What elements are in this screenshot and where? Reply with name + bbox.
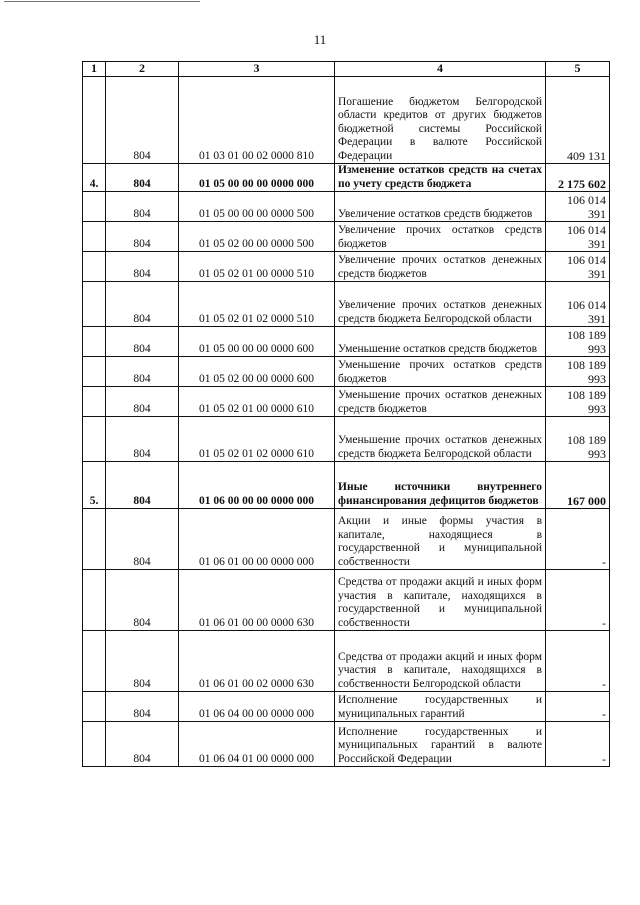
amount: 106 014 391: [546, 222, 610, 252]
admin-code: 804: [106, 222, 179, 252]
source-name: Погашение бюджетом Белгородской области кредитов от других бюджетов бюджетной системы Российской Федерации в валюте Российской Федерации: [335, 77, 546, 164]
amount: 108 189 993: [546, 387, 610, 417]
table-row: [83, 252, 610, 282]
table-row: [83, 282, 610, 327]
row-number: [83, 387, 106, 417]
row-number: [83, 222, 106, 252]
budget-code: 01 06 01 00 00 0000 000: [179, 509, 335, 570]
row-number: [83, 252, 106, 282]
amount: 409 131: [546, 77, 610, 164]
row-number: [83, 282, 106, 327]
amount: -: [546, 722, 610, 767]
budget-code: 01 05 00 00 00 0000 600: [179, 327, 335, 357]
table-row: [83, 77, 610, 164]
source-name: Уменьшение остатков средств бюджетов: [335, 327, 546, 357]
admin-code: 804: [106, 252, 179, 282]
header-col-3: 3: [179, 62, 335, 77]
table-row: [83, 192, 610, 222]
table-row: [83, 509, 610, 570]
budget-code: 01 06 01 00 02 0000 630: [179, 631, 335, 692]
sources-table: [82, 61, 610, 767]
amount: -: [546, 570, 610, 631]
source-name: Исполнение государственных и муниципальных гарантий в валюте Российской Федерации: [335, 722, 546, 767]
budget-code: 01 05 02 01 02 0000 610: [179, 417, 335, 462]
source-name: Изменение остатков средств на счетах по учету средств бюджета: [335, 164, 546, 192]
row-number: [83, 722, 106, 767]
table-row: [83, 417, 610, 462]
table-row: [83, 357, 610, 387]
admin-code: 804: [106, 357, 179, 387]
admin-code: 804: [106, 509, 179, 570]
table-row: [83, 387, 610, 417]
source-name: Средства от продажи акций и иных форм участия в капитале, находящихся в государственной и муниципальной собственности: [335, 570, 546, 631]
admin-code: 804: [106, 631, 179, 692]
admin-code: 804: [106, 387, 179, 417]
page-number: 11: [313, 32, 327, 47]
row-number: [83, 570, 106, 631]
admin-code: 804: [106, 77, 179, 164]
admin-code: 804: [106, 570, 179, 631]
admin-code: 804: [106, 692, 179, 722]
budget-code: 01 06 04 00 00 0000 000: [179, 692, 335, 722]
header-row: [83, 62, 610, 77]
source-name: Средства от продажи акций и иных форм участия в капитале, находящихся в собственности Белгородской области: [335, 631, 546, 692]
admin-code: 804: [106, 164, 179, 192]
row-number: 4.: [83, 164, 106, 192]
table-row: [83, 631, 610, 692]
amount: 108 189 993: [546, 327, 610, 357]
row-number: [83, 192, 106, 222]
row-number: [83, 357, 106, 387]
amount: 106 014 391: [546, 282, 610, 327]
admin-code: 804: [106, 282, 179, 327]
table-row: [83, 462, 610, 509]
top-rule: [4, 1, 200, 2]
budget-code: 01 05 02 00 00 0000 500: [179, 222, 335, 252]
admin-code: 804: [106, 192, 179, 222]
source-name: Увеличение прочих остатков денежных средств бюджета Белгородской области: [335, 282, 546, 327]
row-number: [83, 327, 106, 357]
row-number: 5.: [83, 462, 106, 509]
source-name: Уменьшение прочих остатков денежных средств бюджетов: [335, 387, 546, 417]
budget-code: 01 06 01 00 00 0000 630: [179, 570, 335, 631]
amount: 2 175 602: [546, 164, 610, 192]
budget-code: 01 06 00 00 00 0000 000: [179, 462, 335, 509]
amount: 106 014 391: [546, 192, 610, 222]
budget-code: 01 05 00 00 00 0000 000: [179, 164, 335, 192]
table-row: [83, 164, 610, 192]
budget-code: 01 05 02 00 00 0000 600: [179, 357, 335, 387]
budget-code: 01 05 02 01 00 0000 510: [179, 252, 335, 282]
amount: 106 014 391: [546, 252, 610, 282]
budget-code: 01 05 00 00 00 0000 500: [179, 192, 335, 222]
admin-code: 804: [106, 327, 179, 357]
table-row: [83, 222, 610, 252]
amount: -: [546, 692, 610, 722]
header-col-1: 1: [83, 62, 106, 77]
table-row: [83, 692, 610, 722]
source-name: Уменьшение прочих остатков средств бюджетов: [335, 357, 546, 387]
budget-code: 01 05 02 01 02 0000 510: [179, 282, 335, 327]
admin-code: 804: [106, 462, 179, 509]
amount: -: [546, 631, 610, 692]
admin-code: 804: [106, 417, 179, 462]
source-name: Уменьшение прочих остатков денежных средств бюджета Белгородской области: [335, 417, 546, 462]
table-row: [83, 327, 610, 357]
budget-code: 01 05 02 01 00 0000 610: [179, 387, 335, 417]
budget-code: 01 06 04 01 00 0000 000: [179, 722, 335, 767]
row-number: [83, 631, 106, 692]
row-number: [83, 509, 106, 570]
amount: 167 000: [546, 462, 610, 509]
amount: 108 189 993: [546, 417, 610, 462]
header-col-5: 5: [546, 62, 610, 77]
source-name: Акции и иные формы участия в капитале, находящиеся в государственной и муниципальной собственности: [335, 509, 546, 570]
table-body: [83, 77, 610, 767]
row-number: [83, 692, 106, 722]
table-row: [83, 570, 610, 631]
budget-code: 01 03 01 00 02 0000 810: [179, 77, 335, 164]
source-name: Иные источники внутреннего финансирования дефицитов бюджетов: [335, 462, 546, 509]
admin-code: 804: [106, 722, 179, 767]
source-name: Увеличение остатков средств бюджетов: [335, 192, 546, 222]
amount: -: [546, 509, 610, 570]
header-col-2: 2: [106, 62, 179, 77]
row-number: [83, 77, 106, 164]
source-name: Увеличение прочих остатков денежных средств бюджетов: [335, 252, 546, 282]
amount: 108 189 993: [546, 357, 610, 387]
row-number: [83, 417, 106, 462]
header-col-4: 4: [335, 62, 546, 77]
source-name: Увеличение прочих остатков средств бюджетов: [335, 222, 546, 252]
source-name: Исполнение государственных и муниципальных гарантий: [335, 692, 546, 722]
table-row: [83, 722, 610, 767]
